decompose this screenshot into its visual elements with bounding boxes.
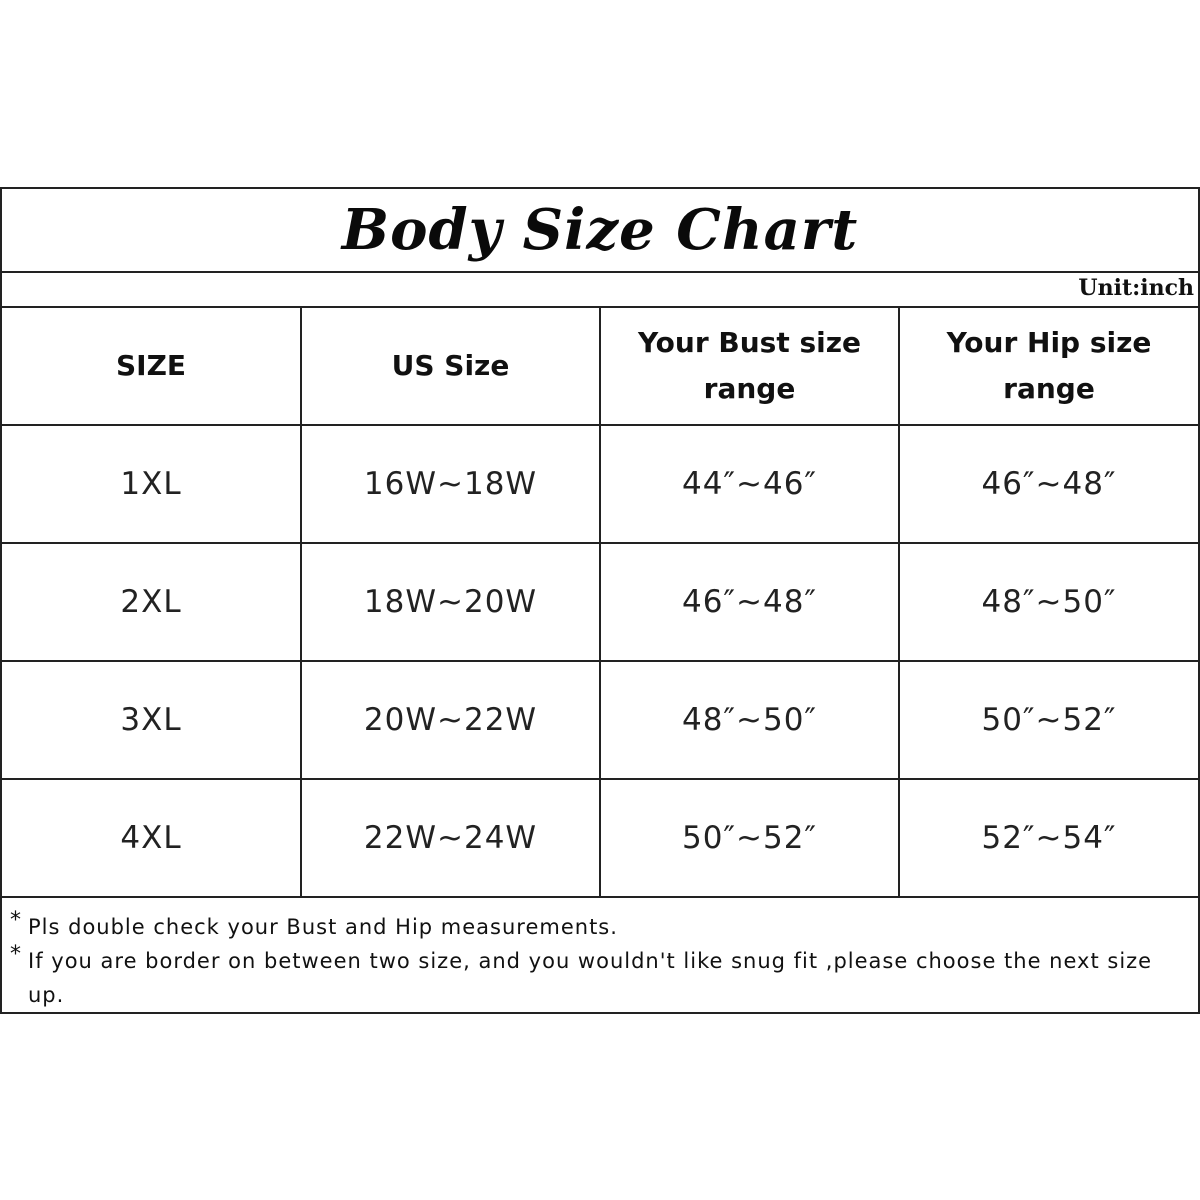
note-text: Pls double check your Bust and Hip measurements. (28, 915, 618, 939)
note-text: If you are border on between two size, and you wouldn't like snug fit ,please choose the next size up. (28, 949, 1153, 1007)
size-table (2, 308, 1198, 898)
header-bust-range: Your Bust size range (600, 308, 899, 425)
size-cell: 1XL (2, 425, 301, 543)
note-item (8, 910, 1192, 944)
size-cell: 4XL (2, 779, 301, 897)
notes (2, 906, 1198, 1012)
us-size-cell: 16W~18W (301, 425, 600, 543)
table-row (2, 661, 1198, 779)
title-band (2, 189, 1198, 273)
hip-cell: 48″~50″ (899, 543, 1198, 661)
header-row (2, 308, 1198, 425)
unit-label: Unit:inch (1078, 275, 1194, 301)
hip-cell: 46″~48″ (899, 425, 1198, 543)
size-chart (0, 187, 1200, 1014)
bullet-icon: * (10, 908, 22, 933)
bust-cell: 48″~50″ (600, 661, 899, 779)
us-size-cell: 22W~24W (301, 779, 600, 897)
table-row (2, 425, 1198, 543)
bust-cell: 44″~46″ (600, 425, 899, 543)
bullet-icon: * (10, 942, 22, 967)
size-cell: 3XL (2, 661, 301, 779)
size-cell: 2XL (2, 543, 301, 661)
note-item (8, 944, 1192, 1012)
hip-cell: 50″~52″ (899, 661, 1198, 779)
chart-title: Body Size Chart (341, 197, 859, 263)
us-size-cell: 18W~20W (301, 543, 600, 661)
bust-cell: 46″~48″ (600, 543, 899, 661)
unit-band (2, 273, 1198, 308)
header-us-size: US Size (301, 308, 600, 425)
us-size-cell: 20W~22W (301, 661, 600, 779)
bust-cell: 50″~52″ (600, 779, 899, 897)
header-hip-range: Your Hip size range (899, 308, 1198, 425)
table-row (2, 543, 1198, 661)
hip-cell: 52″~54″ (899, 779, 1198, 897)
table-row (2, 779, 1198, 897)
header-size: SIZE (2, 308, 301, 425)
